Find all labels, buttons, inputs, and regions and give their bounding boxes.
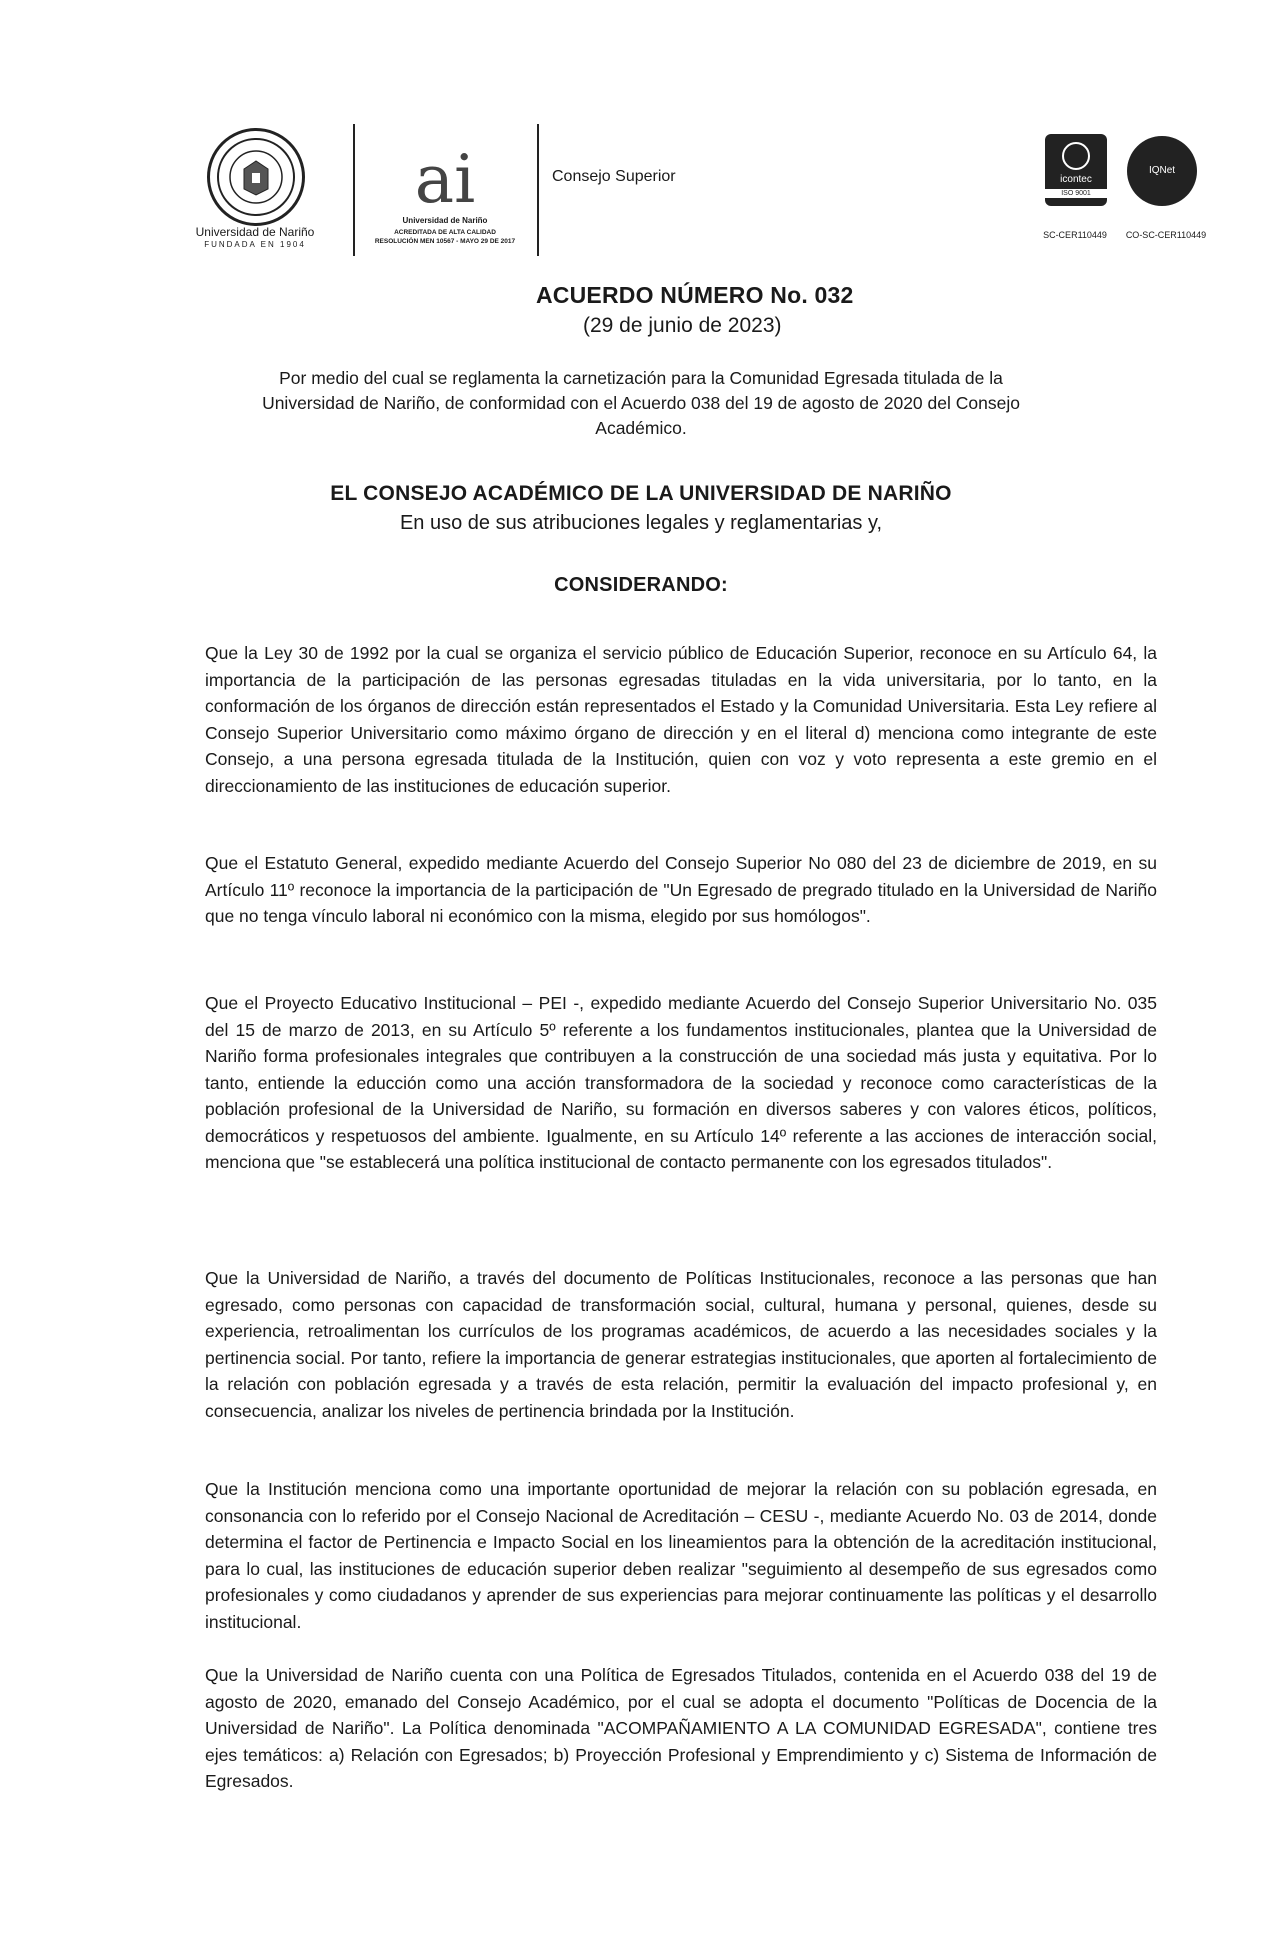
- accreditation-logo: [370, 140, 520, 220]
- paragraph-egresados: Que la Universidad de Nariño cuenta con una Política de Egresados Titulados, contenida en el Acuerdo 038 del 19 de agosto de 2020, emanado del Consejo Académico, por el cual se adopta el documento "Políticas de Docencia de la Universidad de Nariño". La Política denominada "ACOMPAÑAMIENTO A LA COMUNIDAD EGRESADA", contiene tres ejes temáticos: a) Relación con Egresados; b) Proyección Profesional y Emprendimiento y c) Sistema de Información de Egresados.: [205, 1665, 1157, 1791]
- paragraph-pei: Que el Proyecto Educativo Institucional – PEI -, expedido mediante Acuerdo del Consejo Superior Universitario No. 035 del 15 de marzo de 2013, en su Artículo 5º referente a los fundamentos institucionales, plantea que la Universidad de Nariño forma profesionales integrales que contribuyen a la construcción de una sociedad más justa y equitativa. Por lo tanto, entiende la educción como una acción transformadora de la sociedad y reconoce como características de la población profesional de la Universidad de Nariño, su formación en diversos saberes y con valores éticos, políticos, democráticos y respetuosos del ambiente. Igualmente, en su Artículo 14º referente a las acciones de interacción social, menciona que "se establecerá una política institucional de contacto permanente con los egresados titulados".: [205, 993, 1157, 1172]
- iqnet-label: IQNet: [1148, 165, 1176, 176]
- header-divider-1: [353, 124, 355, 256]
- university-name: Universidad de Nariño: [195, 225, 315, 239]
- accreditation-logo-letters: ai: [414, 141, 476, 218]
- issuer-heading: EL CONSEJO ACADÉMICO DE LA UNIVERSIDAD DE NARIÑO: [330, 482, 952, 505]
- powers-line: En uso de sus atribuciones legales y reglamentarias y,: [399, 512, 883, 534]
- accreditation-line1: ACREDITADA DE ALTA CALIDAD: [394, 229, 496, 236]
- paragraph-cesu: Que la Institución menciona como una importante oportunidad de mejorar la relación con su población egresada, en consonancia con lo referido por el Consejo Nacional de Acreditación – CESU -, mediante Acuerdo No. 03 de 2014, donde determina el factor de Pertinencia e Impacto Social en los lineamientos para la obtención de la acreditación institucional, para lo cual, las instituciones de educación superior deben realizar "seguimiento al desempeño de sus egresados como profesionales y como ciudadanos y aprender de sus experiencias para mejorar continuamente las políticas y el desarrollo institucional.: [205, 1479, 1157, 1632]
- subject-line-3: Académico.: [595, 418, 687, 438]
- agreement-date: (29 de junio de 2023): [583, 314, 782, 337]
- subject-line-2: Universidad de Nariño, de conformidad con el Acuerdo 038 del 19 de agosto de 2020 del Consejo: [262, 393, 1020, 413]
- paragraph-estatuto: Que el Estatuto General, expedido mediante Acuerdo del Consejo Superior No 080 del 23 de diciembre de 2019, en su Artículo 11º reconoce la importancia de la participación de "Un Egresado de pregrado titulado en la Universidad de Nariño que no tenga vínculo laboral ni económico con la misma, elegido por sus homólogos".: [205, 853, 1157, 926]
- agreement-title: ACUERDO NÚMERO No. 032: [536, 282, 854, 308]
- council-name: Consejo Superior: [552, 168, 676, 185]
- university-founded: FUNDADA EN 1904: [204, 240, 306, 249]
- paragraph-ley-30: Que la Ley 30 de 1992 por la cual se organiza el servicio público de Educación Superior, reconoce en su Artículo 64, la importancia de la participación de las personas egresadas tituladas en la vida universitaria, por lo tanto, en la conformación de los órganos de dirección están representados el Estado y la Comunidad Universitaria. Esta Ley refiere al Consejo Superior Universitario como máximo órgano de dirección y en el literal d) menciona como integrante de este Consejo, a una persona egresada titulada de la Institución, quien con voz y voto representa a este gremio en el direccionamiento de las instituciones de educación superior.: [205, 643, 1157, 796]
- header-divider-2: [537, 124, 539, 256]
- accreditation-university: Universidad de Nariño: [402, 216, 488, 225]
- icontec-badge: [1045, 134, 1107, 206]
- icontec-iso: ISO 9001: [1045, 189, 1107, 198]
- agreement-subject: [190, 366, 1092, 441]
- paragraph-politicas: Que la Universidad de Nariño, a través del documento de Políticas Institucionales, reconoce a las personas que han egresado, como personas con capacidad de transformación social, cultural, humana y personal, quienes, desde su experiencia, retroalimentan los currículos de los programas académicos, de acuerdo a las necesidades sociales y la pertinencia social. Por tanto, refiere la importancia de generar estrategias institucionales, que aporten al fortalecimiento de la relación con población egresada y a través de esta relación, permitir la evaluación del impacto profesional y, en consecuencia, analizar los niveles de pertinencia brindada por la Institución.: [205, 1268, 1157, 1421]
- university-seal-icon: [207, 128, 305, 226]
- cert1-code: SC-CER110449: [1043, 230, 1107, 240]
- icontec-icon: [1062, 142, 1090, 170]
- icontec-label: icontec: [1060, 174, 1092, 185]
- iqnet-badge: [1127, 136, 1197, 206]
- considering-heading: CONSIDERANDO:: [554, 574, 728, 596]
- subject-line-1: Por medio del cual se reglamenta la carnetización para la Comunidad Egresada titulada de la: [279, 368, 1003, 388]
- cert2-code: CO-SC-CER110449: [1125, 230, 1207, 240]
- accreditation-line2: RESOLUCIÓN MEN 10567 - MAYO 29 DE 2017: [374, 238, 516, 245]
